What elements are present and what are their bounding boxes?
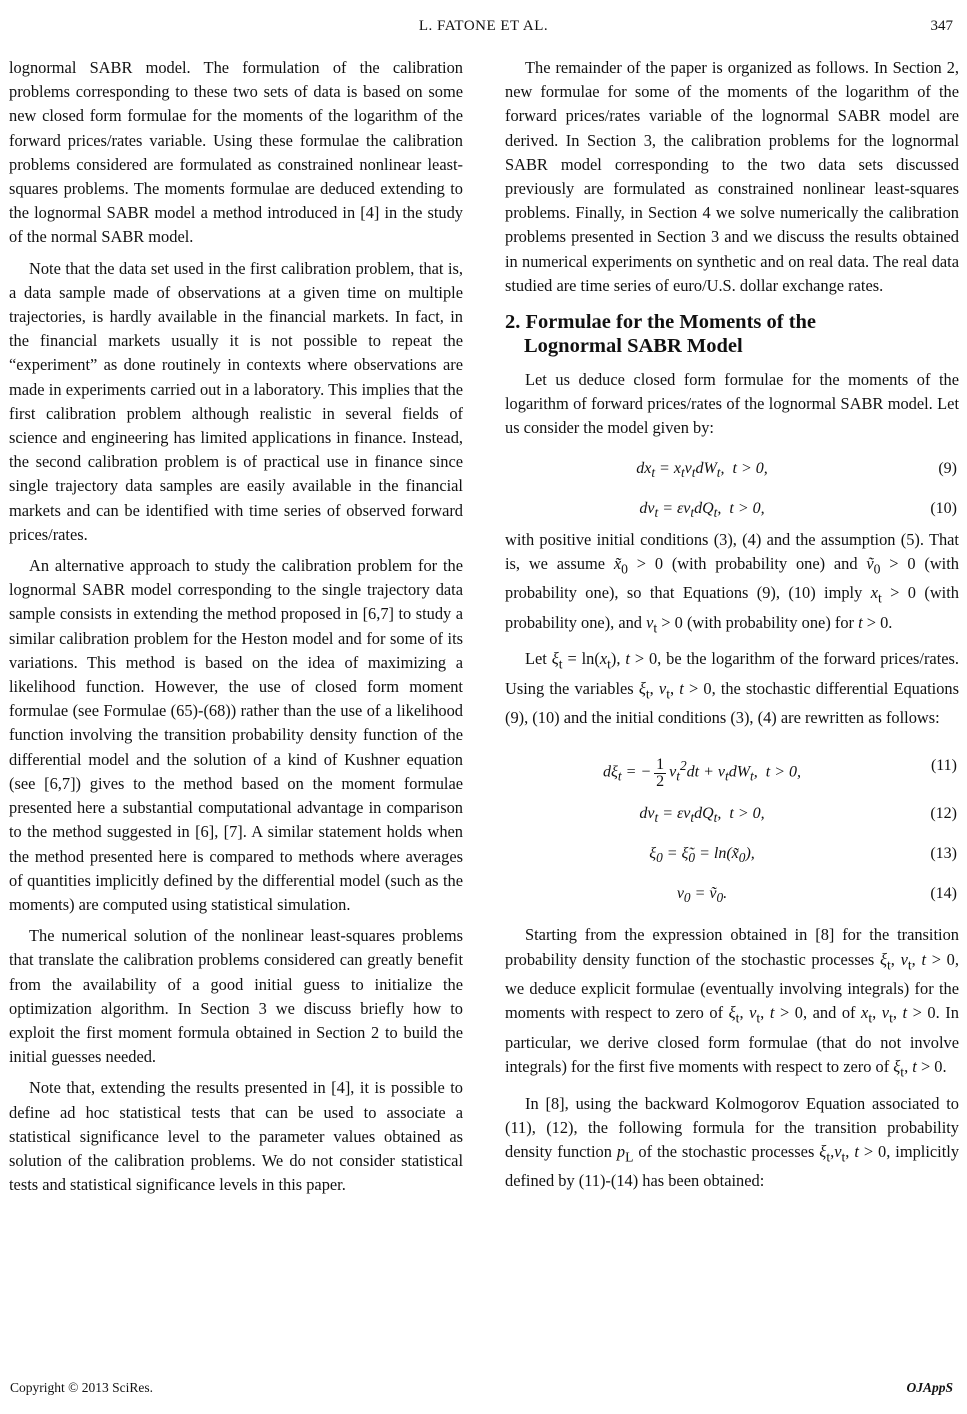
copyright: Copyright © 2013 SciRes. [10,1380,154,1395]
equation-number: (10) [930,499,957,517]
equation-12: $dv_t = \varepsilon v_tdQ_t$, t > 0, (12) [505,793,959,833]
paragraph: The numerical solution of the nonlinear least-squares problems that translate the calibration problems considered can greatly benefit from the availability of a good initial guess to initialize the optimization algorithm. In Section 3 we discuss briefly how to exploit the first moment formula obtained in Section 2 to build the initial guesses needed. [9,926,463,1067]
paragraph: Starting from the expression obtained in [8] for the transition probability density function of the stochastic processes $\xi_t$, $v_t$, t > 0, we deduce explicit formulae (eventually involving integrals) for the moments with respect to zero of $\xi_t$, $v_t$, t > 0, and of $x_t$, $v_t$, t > 0. In particular, we derive closed form formulae (that do not involve integrals) for the first five moments with respect to zero of $\xi_t$, t > 0. [505,925,959,1080]
equation-10: $dv_t = \varepsilon v_tdQ_t$, t > 0, (10) [505,488,959,528]
equation-number: (13) [930,845,957,863]
paragraph: Note that the data set used in the first calibration problem, that is, a data sample made of observations at a given time on multiple trajectories, is hardly available in the financial markets. In fact, in the financial markets usually it is not possible to repeat the “experiment” as done routinely in contexts where observations are made in experiments carried out in a laboratory. This implies that the first calibration problem although realistic in several fields of science and engineering has limited applications in finance. Instead, the second calibration problem is of practical use in finance since single trajectory data samples are easily available in the financial markets and can be identified with time series of observed forward prices/rates. [9,258,463,544]
equation-number: (9) [938,459,957,477]
section-title-line2: Lognormal SABR Model [524,335,743,358]
page-number: 347 [930,18,953,34]
paragraph: Let $\xi_t = \ln(x_t)$, t > 0, be the logarithm of the forward prices/rates. Using the variables $\xi_t$, $v_t$, t > 0, the stochastic differential Equations (9), (10) and the initial conditions (3), (4) are rewritten as follows: [505,649,960,728]
equation-number: (14) [930,885,957,903]
paragraph: Note that, extending the results presented in [4], it is possible to define ad hoc statistical tests that can be used to associate a statistical significance level to the parameter values obtained as solution of the calibration problems. We do not consider statistical tests and statistical significance levels in this paper. [9,1078,463,1195]
section-heading [505,310,959,358]
paragraph: with positive initial conditions (3), (4) and the assumption (5). That is, we assume $x̃_0 > 0$ (with probability one) and ṽ$_0$ > 0 (with probability one), so that Equations (9), (10) imply $x_t > 0$ (with probability one), and $v_t > 0$ (with probability one) for t > 0. [505,529,959,636]
equation-13: $\xi_0$ = $\xĩ_0$ = $\ln(x̃_0)$, (13) [505,833,959,873]
paragraph: Let us deduce closed form formulae for the moments of the logarithm of forward prices/rates of the lognormal SABR model. Let us consider the model given by: [505,370,959,438]
journal-name: OJAppS [906,1380,953,1395]
paragraph: The remainder of the paper is organized as follows. In Section 2, new formulae for some of the moments of the logarithm of the forward prices/rates variable of the lognormal SABR model are derived. In Section 3, the calibration problems for the lognormal SABR model corresponding to the two data sets discussed previously are formulated as constrained nonlinear least-squares problems. Finally, in Section 4 we solve numerically the calibration problems presented in Section 3 and we discuss the results obtained in numerical experiments on synthetic and on real data. The real data studied are time series of euro/U.S. dollar exchange rates. [505,58,959,295]
equation-number: (12) [930,805,957,823]
equation-9: $dx_t = x_tv_tdW_t$, t > 0, (9) [505,448,959,488]
equation-11: $d\xi_t$ = − $\frac{1}{2}$ $v_t^2dt + v_tdW_t$, t > 0, (11) [603,755,957,790]
paragraph: lognormal SABR model. The formulation of the calibration problems corresponding to these two sets of data is based on some new closed form formulae for the moments of the logarithm of the forward prices/rates variable. Using these formulae the calibration problems considered are formulated as constrained nonlinear least-squares problems. The moments formulae are deduced extending to the lognormal SABR model a method introduced in [4] in the study of the normal SABR model. [9,58,463,247]
page-header [0,18,967,42]
equation-number: (11) [930,757,957,775]
equation-14: $v_0$ = ṽ$_0$. (14) [505,873,959,913]
left-column [9,56,463,1204]
paragraph: An alternative approach to study the calibration problem for the lognormal SABR model corresponding to the single trajectory data sample consists in extending the method proposed in [6,7] to study a similar calibration problem for the Heston model and for some of its variations. This method is based on the idea of maximizing a likelihood function. However, the use of closed form moment formulae (see Formulae (65)-(68)) rather than the use of a likelihood function involving the transition probability density function of the differential model and the solution of a kind of Kushner equation (see [6,7]) gives to the method based on the moment formulae presented here a substantial computational advantage in comparison to the method suggested in [6], [7]. A similar statement holds when the method presented here is compared to methods where averages of quantities implicitly defined by the differential model (such as the moments) are computed using statistical simulation. [9,556,463,914]
section-title-line1: 2. Formulae for the Moments of the [505,311,817,334]
paragraph: In [8], using the backward Kolmogorov Equation associated to (11), (12), the following formula for the transition probability density function $p_L$ of the stochastic processes $\xi_t,v_t$, t > 0, implicitly defined by (11)-(14) has been obtained: [505,1093,960,1191]
right-column [505,56,959,1201]
running-title: L. FATONE ET AL. [418,18,549,34]
